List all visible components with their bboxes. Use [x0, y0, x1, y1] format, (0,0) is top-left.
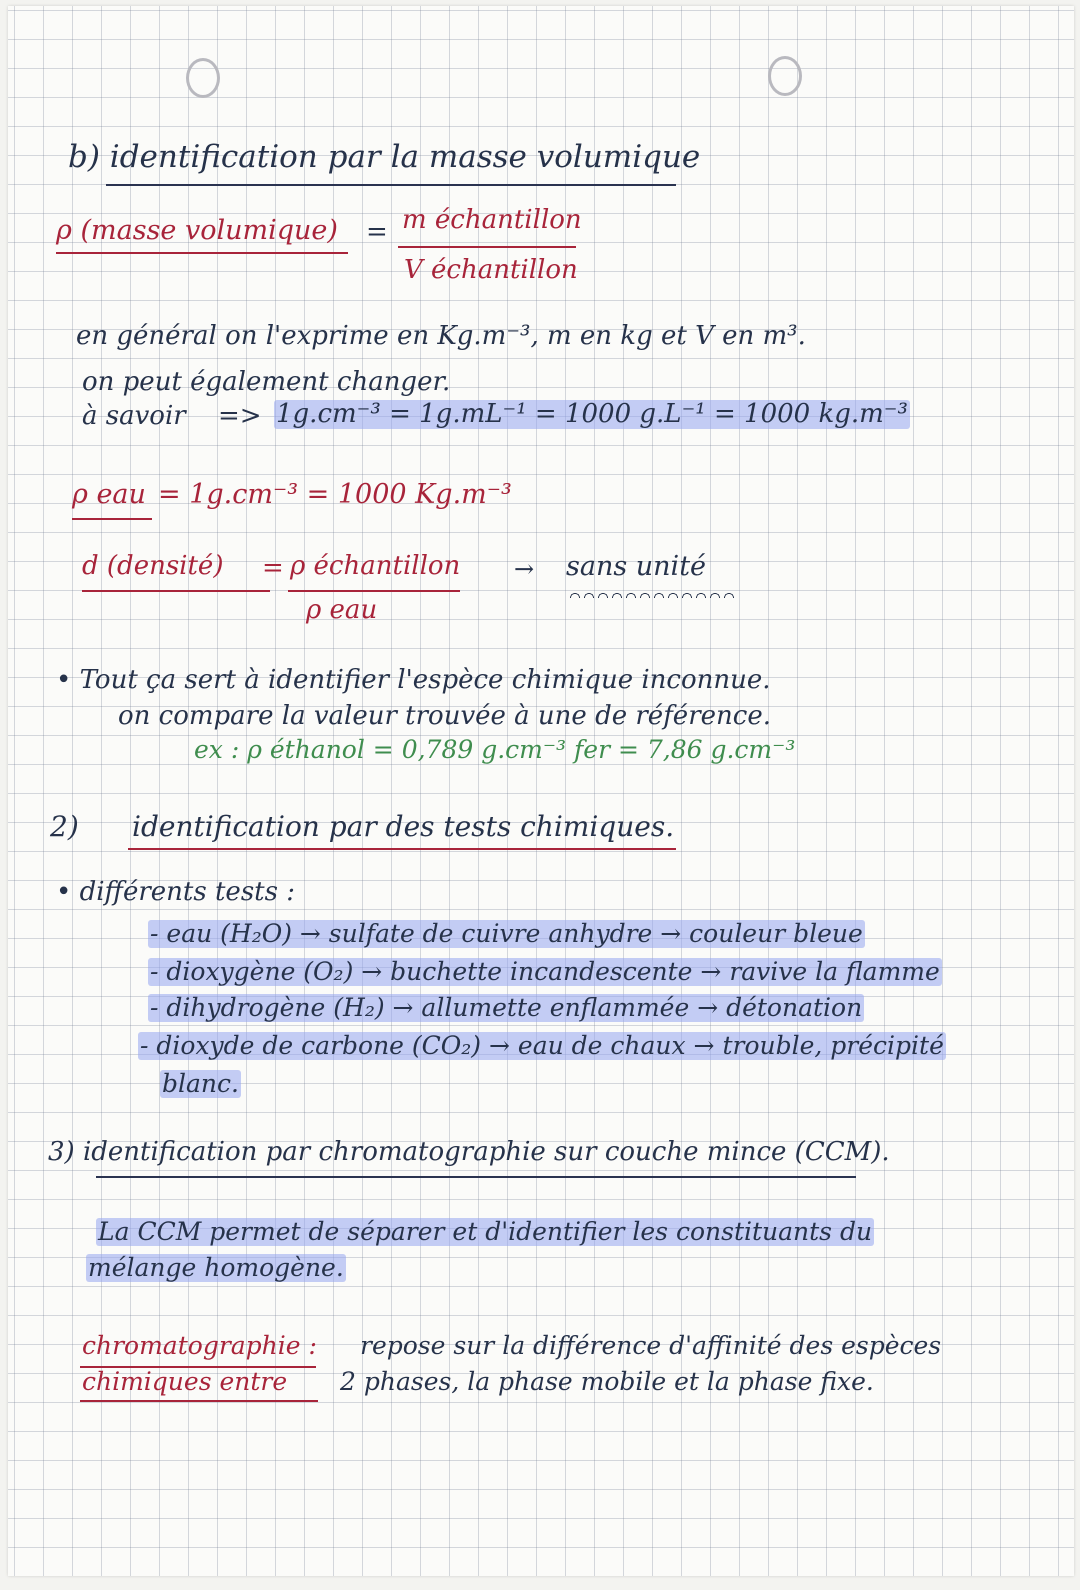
density-numerator: ρ échantillon — [290, 551, 461, 581]
density-no-unit-note: sans unité — [566, 551, 707, 582]
test-item-carbon-dioxide: - dioxyde de carbone (CO₂) → eau de chaux → trouble, précipité — [140, 1031, 944, 1060]
chromatography-line-2: 2 phases, la phase mobile et la phase fixe. — [340, 1367, 874, 1396]
usage-line-1: • Tout ça sert à identifier l'espèce chimique inconnue. — [56, 665, 771, 695]
usage-line-2: on compare la valeur trouvée à une de référence. — [118, 701, 771, 731]
rho-numerator: m échantillon — [402, 205, 582, 235]
tests-intro: • différents tests : — [56, 877, 295, 907]
section-2-underline — [128, 848, 676, 850]
test-item-continuation: blanc. — [162, 1069, 239, 1098]
rho-water-underline — [72, 518, 152, 520]
binder-hole-left — [186, 58, 220, 98]
binder-hole-right — [768, 56, 802, 96]
rho-water-label: ρ eau — [72, 479, 146, 510]
chromatography-line-2-term: chimiques entre — [82, 1367, 288, 1396]
no-unit-wavy-underline — [568, 590, 736, 598]
units-line-3-arrow: => — [218, 401, 262, 431]
section-2-number: 2) — [50, 810, 79, 843]
rho-label-underline — [56, 252, 348, 254]
density-arrow: → — [514, 555, 535, 583]
units-line-1: en général on l'exprime en Kg.m⁻³, m en kg et V en m³. — [76, 321, 806, 351]
rho-definition-label: ρ (masse volumique) — [56, 215, 338, 246]
rho-fraction-bar — [398, 246, 576, 248]
section-b-heading: b) identification par la masse volumique — [68, 139, 701, 175]
ccm-line-2: mélange homogène. — [88, 1253, 344, 1282]
section-b-underline — [106, 184, 676, 186]
chromatography-term: chromatographie : — [82, 1331, 317, 1360]
usage-example: ex : ρ éthanol = 0,789 g.cm⁻³ fer = 7,86 g.cm⁻³ — [194, 735, 796, 764]
test-item-water: - eau (H₂O) → sulfate de cuivre anhydre → couleur bleue — [150, 919, 863, 948]
density-underline — [82, 590, 270, 592]
rho-denominator: V échantillon — [404, 255, 578, 285]
section-2-heading: identification par des tests chimiques. — [132, 810, 675, 843]
section-3-underline — [96, 1176, 856, 1178]
chromatography-line-1: repose sur la différence d'affinité des espèces — [360, 1331, 942, 1360]
section-3-heading: 3) identification par chromatographie sur couche mince (CCM). — [48, 1137, 890, 1167]
test-item-oxygen: - dioxygène (O₂) → buchette incandescente → ravive la flamme — [150, 957, 940, 986]
chromatography-line-2-underline — [80, 1400, 318, 1402]
rho-definition-equals: = — [366, 217, 388, 247]
test-item-hydrogen: - dihydrogène (H₂) → allumette enflammée → détonation — [150, 993, 863, 1022]
notebook-page — [8, 6, 1074, 1576]
density-denominator: ρ eau — [306, 595, 378, 625]
density-label: d (densité) — [82, 551, 224, 581]
unit-conversion-highlight: 1g.cm⁻³ = 1g.mL⁻¹ = 1000 g.L⁻¹ = 1000 kg.m⁻³ — [276, 399, 908, 429]
ccm-line-1: La CCM permet de séparer et d'identifier les constituants du — [98, 1217, 873, 1246]
rho-water-value: = 1g.cm⁻³ = 1000 Kg.m⁻³ — [158, 479, 512, 510]
units-line-3-prefix: à savoir — [82, 401, 186, 431]
density-equals: = — [262, 553, 284, 583]
units-line-2: on peut également changer. — [82, 367, 451, 397]
density-fraction-bar — [288, 590, 460, 592]
